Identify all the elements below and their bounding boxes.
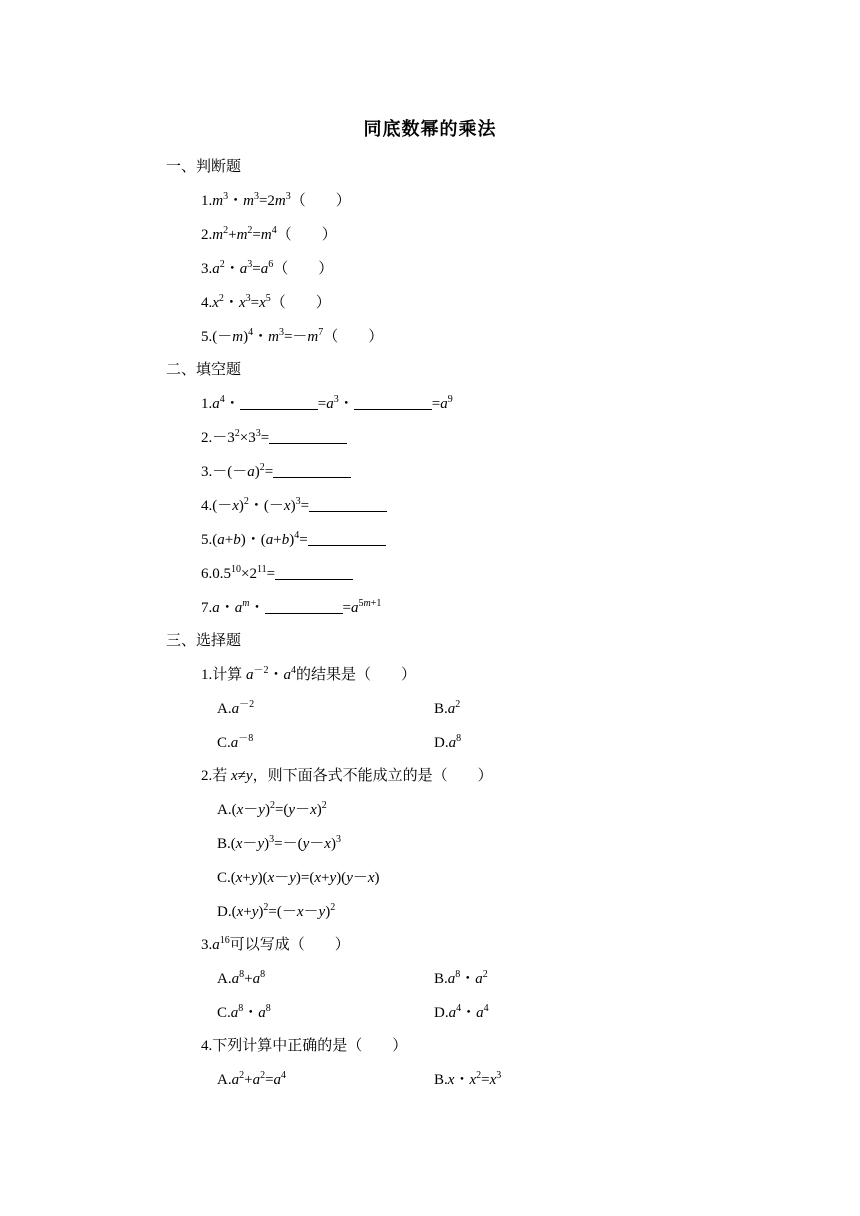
answer-blank[interactable] <box>273 463 351 478</box>
choice-1-option-a[interactable]: $A.a^{-2}$ <box>217 699 255 717</box>
fill-question-1: $1.a^4$・ $=a^3$・ $=a^9$ <box>201 394 453 412</box>
choice-question-1: 1.计算 $a^{-2}$・$a^4$的结果是（ ） <box>201 665 417 683</box>
choice-4-option-b[interactable]: B.x・$x^2=x^3$ <box>434 1070 502 1088</box>
choice-question-2: 2.若 x≠y，则下面各式不能成立的是（ ） <box>201 768 493 784</box>
section-heading-fill: 二、填空题 <box>166 362 242 378</box>
fill-question-4: $4.(-x)^2$・$(-x)^3=$ <box>201 495 387 517</box>
choice-2-option-a[interactable]: $A.(x-y)^2=(y-x)^2$ <box>217 800 327 818</box>
choice-2-option-b[interactable]: $B.(x-y)^3=-(y-x)^3$ <box>217 834 341 852</box>
judge-question-2: $2.m^2+m^2=m^4$（ ） <box>201 225 337 243</box>
section-heading-choice: 三、选择题 <box>166 633 242 649</box>
answer-blank[interactable] <box>309 497 387 512</box>
fill-question-3: $3.-(-a)^2=$ <box>201 461 351 483</box>
choice-1-option-c[interactable]: $C.a^{-8}$ <box>217 733 254 751</box>
choice-3-option-b[interactable]: $B.a^8$・$a^2$ <box>434 969 488 987</box>
answer-blank[interactable] <box>269 429 347 444</box>
judge-question-4: $4.x^2$・$x^3=x^5$（ ） <box>201 293 331 311</box>
choice-2-option-d[interactable]: $D.(x+y)^2=(-x-y)^2$ <box>217 902 336 920</box>
choice-3-option-c[interactable]: $C.a^8$・$a^8$ <box>217 1003 271 1021</box>
page-title: 同底数幂的乘法 <box>363 119 497 139</box>
choice-3-option-d[interactable]: $D.a^4$・$a^4$ <box>434 1003 489 1021</box>
judge-question-1: $1.m^3$・$m^3=2m^3$（ ） <box>201 191 351 209</box>
fill-question-5: 5.(a+b)・$(a+b)^4=$ <box>201 529 386 551</box>
answer-blank[interactable] <box>240 395 318 410</box>
choice-question-4: 4.下列计算中正确的是（ ） <box>201 1038 408 1054</box>
answer-blank[interactable] <box>265 599 343 614</box>
section-heading-judge: 一、判断题 <box>166 159 242 175</box>
fill-question-2: $2.-3^2\times 3^3=$ <box>201 427 347 449</box>
choice-4-option-a[interactable]: $A.a^2+a^2=a^4$ <box>217 1070 287 1088</box>
judge-question-5: $5.(-m)^4$・$m^3=-m^7$（ ） <box>201 327 384 345</box>
fill-question-7: 7.a・$a^m$・ $=a^{5m+1}$ <box>201 598 382 616</box>
answer-blank[interactable] <box>354 395 432 410</box>
choice-3-option-a[interactable]: $A.a^8+a^8$ <box>217 969 266 987</box>
answer-blank[interactable] <box>308 531 386 546</box>
choice-2-option-c[interactable]: C.(x+y)(x－y)=(x+y)(y－x) <box>217 870 380 886</box>
answer-blank[interactable] <box>275 565 353 580</box>
judge-question-3: $3.a^2$・$a^3=a^6$（ ） <box>201 259 334 277</box>
choice-1-option-b[interactable]: $B.a^2$ <box>434 699 461 717</box>
fill-question-6: $6.0.5^{10}\times 2^{11}=$ <box>201 563 353 585</box>
choice-1-option-d[interactable]: $D.a^8$ <box>434 733 462 751</box>
choice-question-3: $3.a^{16}$可以写成（ ） <box>201 935 350 953</box>
